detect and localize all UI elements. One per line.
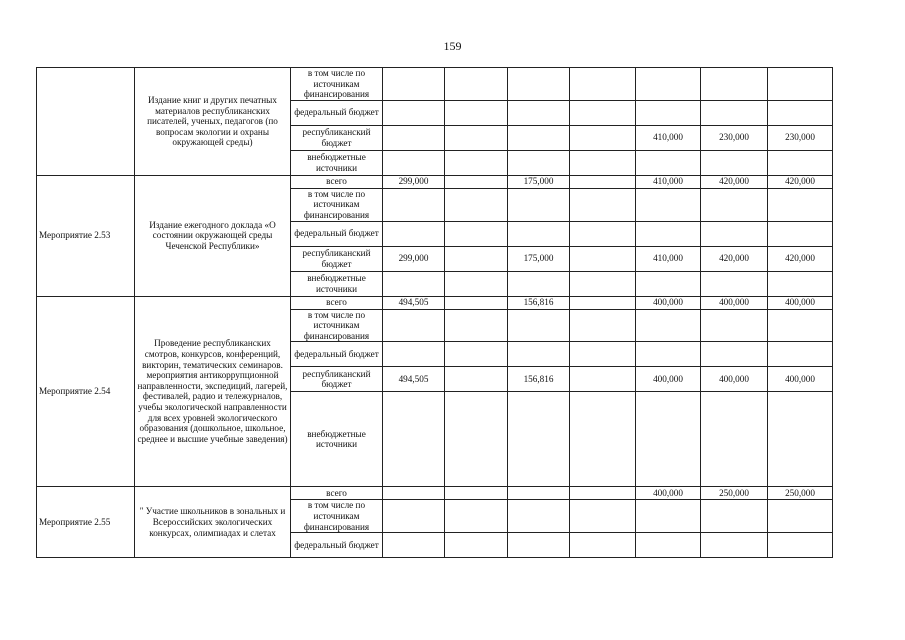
value-cell [445,125,508,150]
value-cell: 420,000 [768,246,833,271]
value-cell: 175,000 [508,246,570,271]
source-label: внебюджетные источники [291,150,383,175]
value-cell: 299,000 [383,175,445,188]
value-cell [570,367,636,392]
value-cell: 420,000 [768,175,833,188]
source-label: внебюджетные источники [291,392,383,487]
source-label: федеральный бюджет [291,221,383,246]
value-cell: 156,816 [508,296,570,309]
value-cell: 410,000 [636,175,701,188]
value-cell: 250,000 [768,487,833,500]
value-cell: 175,000 [508,175,570,188]
measure-cell [37,68,135,176]
source-label: в том числе по источникам финансирования [291,188,383,221]
source-label: республиканский бюджет [291,125,383,150]
source-label: в том числе по источникам финансирования [291,309,383,342]
value-cell [570,125,636,150]
value-cell: 400,000 [768,367,833,392]
value-cell [445,246,508,271]
source-label: федеральный бюджет [291,100,383,125]
measure-label: Мероприятие 2.55 [37,487,135,558]
measure-description: Проведение республиканских смотров, конкурсов, конференций, викторин, тематических семинаров. мероприятия антикоррупционной направленности, экспедиций, лагерей, фестивалей, радио и тележурналов, учебы экологической направленности для всех уровней экологического образования (дошкольное, школьное, среднее и высшие учебные заведения) [135,296,291,487]
table-row [37,487,833,500]
value-cell [383,487,445,500]
value-cell: 400,000 [636,487,701,500]
source-label: в том числе по источникам финансирования [291,68,383,101]
page-number: 159 [443,39,462,53]
table-row [37,175,833,188]
value-cell: 299,000 [383,246,445,271]
value-cell: 400,000 [636,296,701,309]
value-cell [445,175,508,188]
source-label: республиканский бюджет [291,367,383,392]
value-cell: 494,505 [383,367,445,392]
value-cell: 400,000 [701,367,768,392]
value-cell [570,296,636,309]
measure-description: Издание книг и других печатных материалов республиканских писателей, ученых, педагогов (по вопросам экологии и охраны окружающей среды) [135,68,291,176]
measure-description: " Участие школьников в зональных и Всероссийских экологических конкурсах, олимпиадах и слетах [135,487,291,558]
source-label: федеральный бюджет [291,342,383,367]
source-label: республиканский бюджет [291,246,383,271]
value-cell [570,246,636,271]
source-label: всего [291,175,383,188]
value-cell: 410,000 [636,125,701,150]
value-cell: 420,000 [701,246,768,271]
value-cell: 230,000 [768,125,833,150]
value-cell [508,125,570,150]
value-cell [445,367,508,392]
source-label: федеральный бюджет [291,533,383,558]
value-cell: 420,000 [701,175,768,188]
value-cell: 400,000 [701,296,768,309]
value-cell [508,487,570,500]
value-cell [445,487,508,500]
value-cell [383,125,445,150]
value-cell [570,175,636,188]
value-cell: 250,000 [701,487,768,500]
budget-table [36,67,833,558]
table-row [37,296,833,309]
value-cell [570,487,636,500]
measure-description: Издание ежегодного доклада «О состоянии окружающей среды Чеченской Республики» [135,175,291,296]
measure-label: Мероприятие 2.54 [37,296,135,487]
table-row [37,68,833,101]
source-label: всего [291,296,383,309]
value-cell: 410,000 [636,246,701,271]
measure-label: Мероприятие 2.53 [37,175,135,296]
value-cell [445,296,508,309]
source-label: в том числе по источникам финансирования [291,500,383,533]
value-cell: 400,000 [636,367,701,392]
value-cell: 400,000 [768,296,833,309]
value-cell: 494,505 [383,296,445,309]
source-label: всего [291,487,383,500]
value-cell: 156,816 [508,367,570,392]
source-label: внебюджетные источники [291,271,383,296]
value-cell: 230,000 [701,125,768,150]
